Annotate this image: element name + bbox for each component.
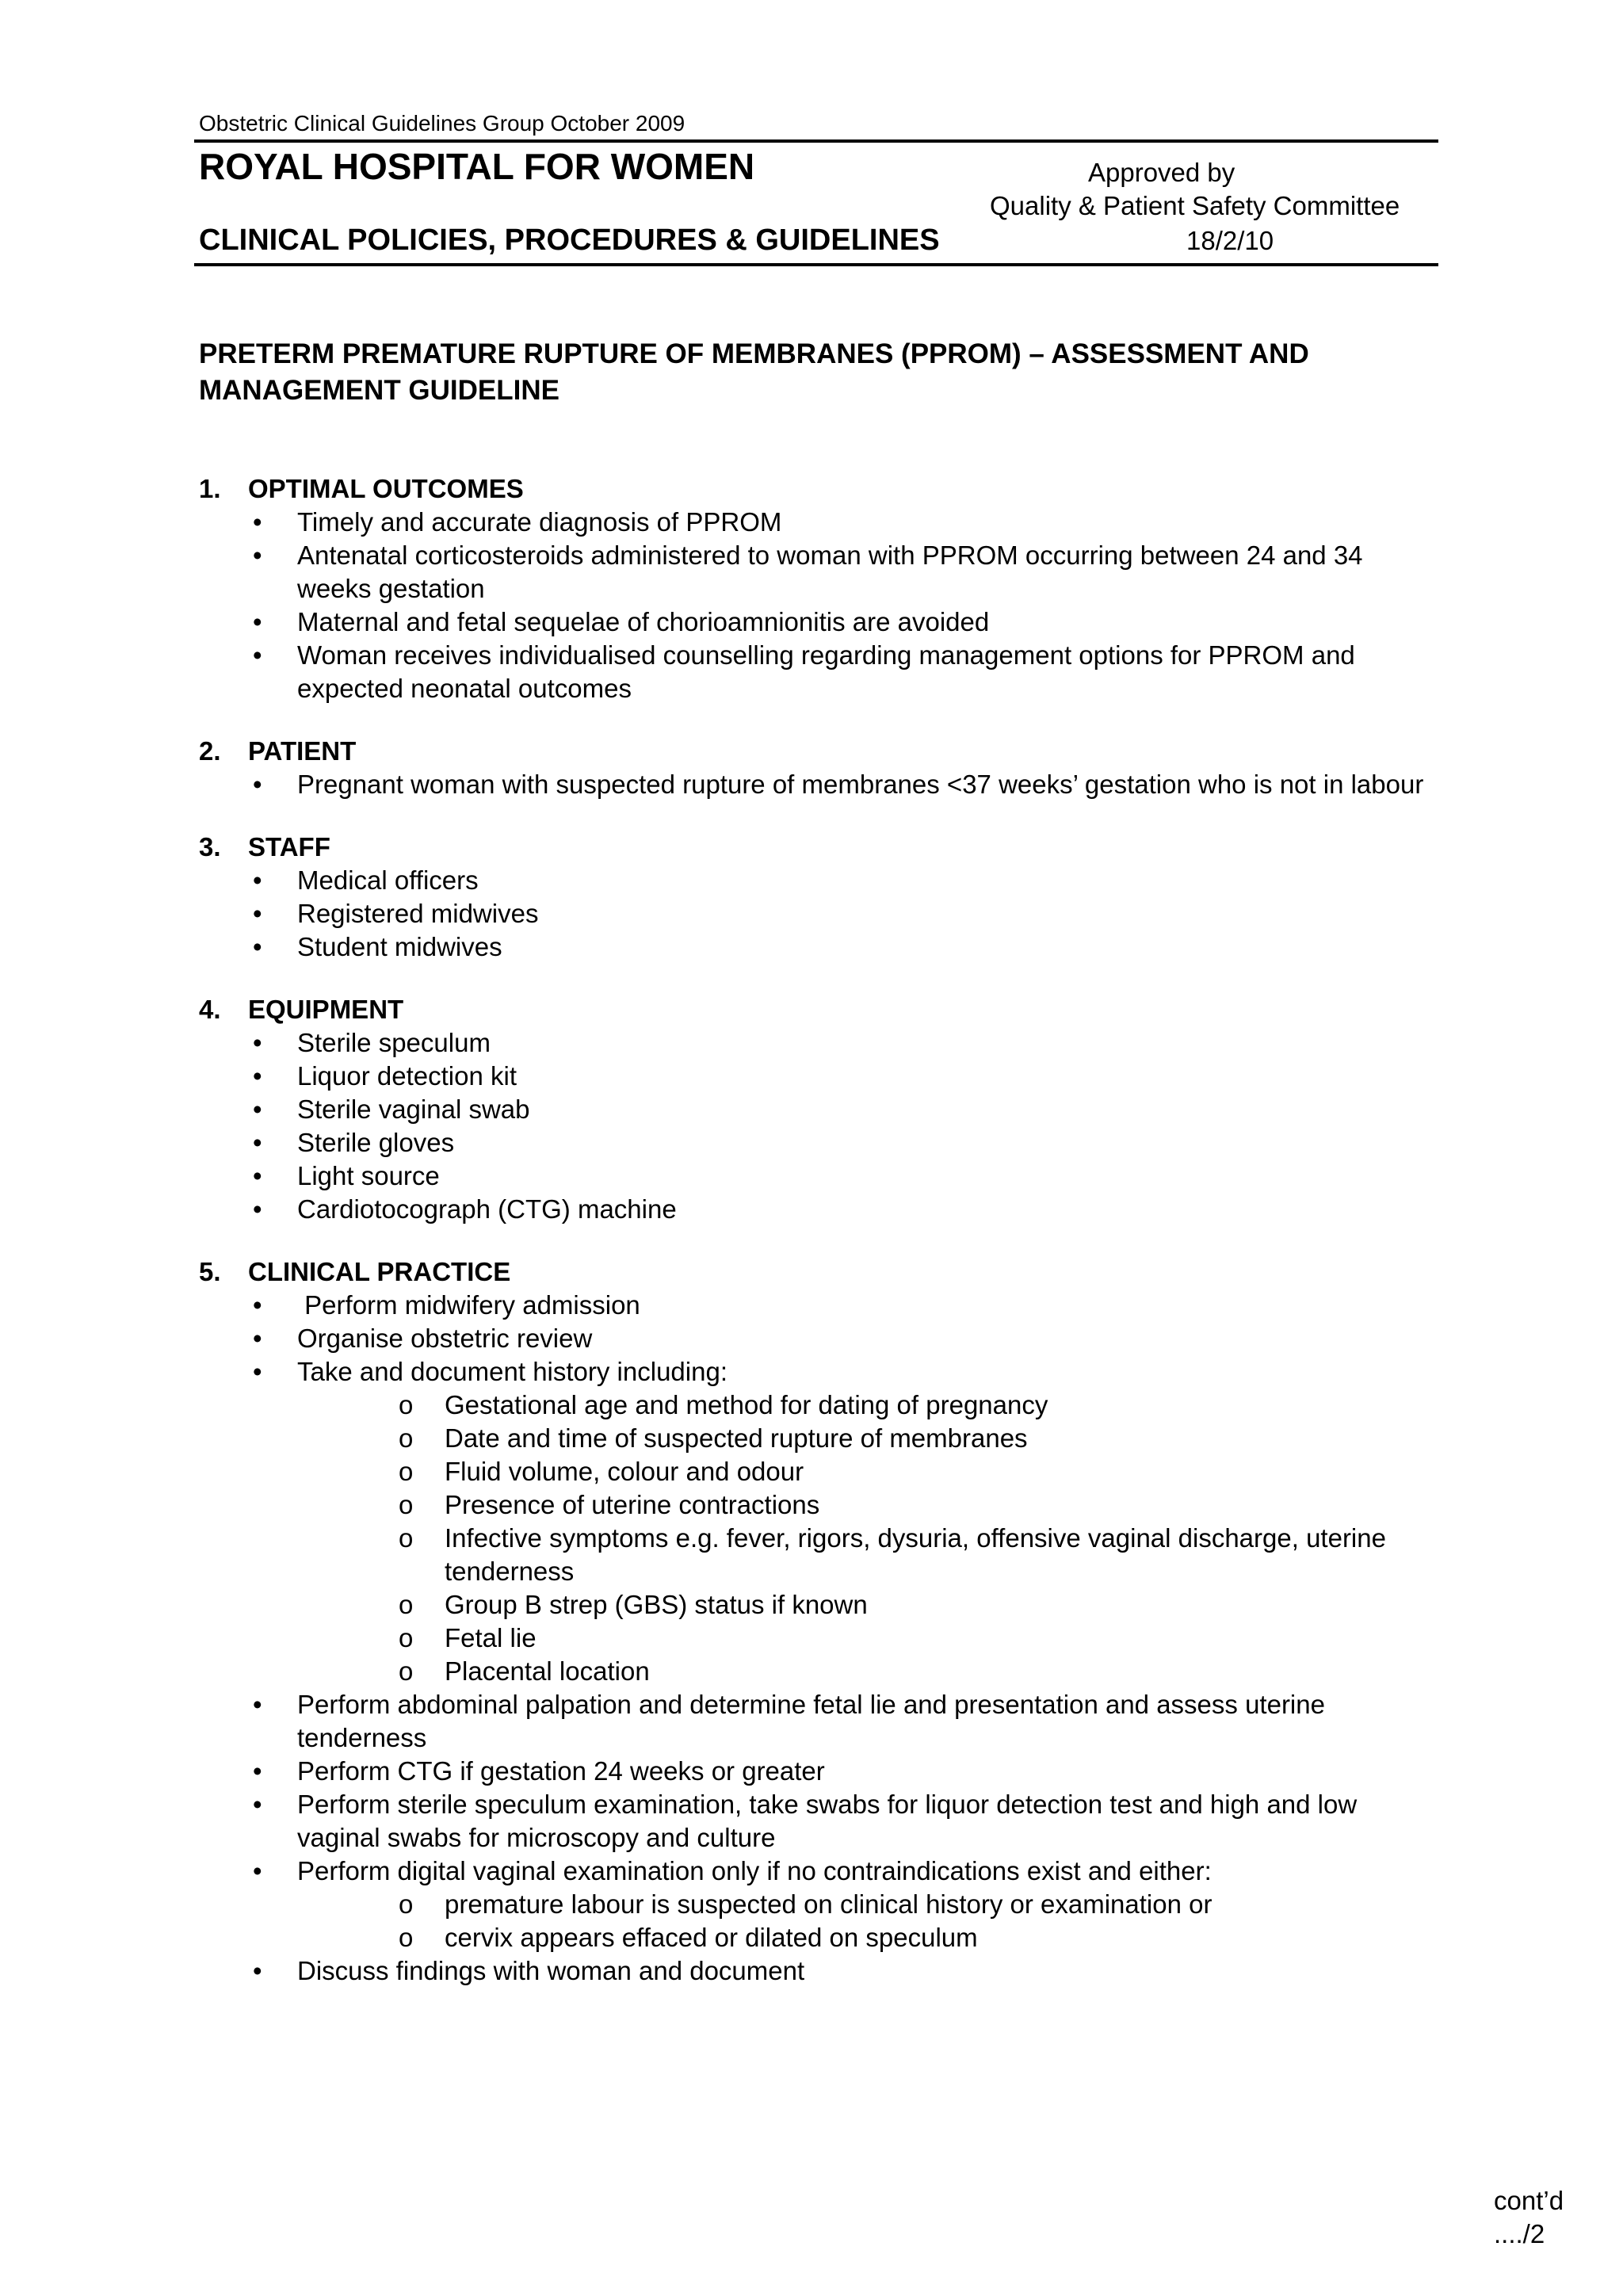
section-number: 2. <box>199 736 221 766</box>
policies-heading: CLINICAL POLICIES, PROCEDURES & GUIDELINES <box>199 223 940 257</box>
list-item: • Light source <box>199 1159 1438 1193</box>
list-item: • Medical officers <box>199 864 1438 897</box>
list-item: • Organise obstetric review <box>199 1322 1438 1355</box>
list-item: • Pregnant woman with suspected rupture of membranes <37 weeks’ gestation who is not in labour <box>199 768 1438 801</box>
sections <box>199 472 1438 2017</box>
list-item: • Perform abdominal palpation and determine fetal lie and presentation and assess uterine tenderness <box>199 1688 1438 1755</box>
document-title: PRETERM PREMATURE RUPTURE OF MEMBRANES (PPROM) – ASSESSMENT AND MANAGEMENT GUIDELINE <box>199 338 1309 406</box>
section-title: OPTIMAL OUTCOMES <box>248 474 524 503</box>
section-number: 4. <box>199 995 221 1024</box>
bullet-list <box>199 768 1438 801</box>
section-clinical-practice <box>199 1255 1438 1988</box>
section-title: EQUIPMENT <box>248 995 404 1024</box>
section-heading <box>199 472 1438 506</box>
section-equipment <box>199 993 1438 1226</box>
approval-date: 18/2/10 <box>1186 226 1274 255</box>
sub-list-item: o premature labour is suspected on clinical history or examination or <box>199 1888 1438 1921</box>
sub-list-item: o Fetal lie <box>199 1622 1438 1655</box>
list-item: • Sterile vaginal swab <box>199 1093 1438 1126</box>
approval-committee: Quality & Patient Safety Committee <box>990 191 1400 220</box>
list-item: • Timely and accurate diagnosis of PPROM <box>199 506 1438 539</box>
sub-list-item: o Placental location <box>199 1655 1438 1688</box>
section-optimal-outcomes <box>199 472 1438 705</box>
sub-list-item: o cervix appears effaced or dilated on speculum <box>199 1921 1438 1954</box>
list-item: • Student midwives <box>199 930 1438 964</box>
list-item: • Liquor detection kit <box>199 1060 1438 1093</box>
list-item: • Perform CTG if gestation 24 weeks or greater <box>199 1755 1438 1788</box>
section-heading <box>199 735 1438 768</box>
sub-list-item: o Fluid volume, colour and odour <box>199 1455 1438 1488</box>
approved-by: Approved by <box>1088 158 1235 187</box>
section-title: CLINICAL PRACTICE <box>248 1257 511 1286</box>
section-heading <box>199 1255 1438 1289</box>
bullet-list <box>199 1026 1438 1226</box>
section-number: 3. <box>199 832 221 861</box>
hospital-name: ROYAL HOSPITAL FOR WOMEN <box>199 146 755 187</box>
continued-note: cont’d ..../2 <box>1494 2186 1564 2248</box>
sub-list-item: o Date and time of suspected rupture of membranes <box>199 1422 1438 1455</box>
list-item: • Discuss findings with woman and document <box>199 1954 1438 1988</box>
section-number: 1. <box>199 474 221 503</box>
list-item: • Cardiotocograph (CTG) machine <box>199 1193 1438 1226</box>
list-item: • Sterile speculum <box>199 1026 1438 1060</box>
list-item-text: Perform midwifery admission <box>304 1290 640 1320</box>
list-item: • Take and document history including: <box>199 1355 1438 1389</box>
sub-list-item: o Gestational age and method for dating of pregnancy <box>199 1389 1438 1422</box>
list-item: • Woman receives individualised counselling regarding management options for PPROM and expected neonatal outcomes <box>199 639 1438 705</box>
sub-list-item: o Presence of uterine contractions <box>199 1488 1438 1522</box>
list-item: • Sterile gloves <box>199 1126 1438 1159</box>
section-staff <box>199 831 1438 964</box>
list-item: • Antenatal corticosteroids administered to woman with PPROM occurring between 24 and 34 weeks gestation <box>199 539 1438 606</box>
list-item: • Perform digital vaginal examination only if no contraindications exist and either: <box>199 1855 1438 1888</box>
list-item: • Registered midwives <box>199 897 1438 930</box>
group-line: Obstetric Clinical Guidelines Group October 2009 <box>199 111 685 136</box>
bullet-list <box>199 506 1438 705</box>
sub-list-item: o Infective symptoms e.g. fever, rigors, dysuria, offensive vaginal discharge, uterine tenderness <box>199 1522 1438 1588</box>
bullet-list <box>199 864 1438 964</box>
section-heading <box>199 993 1438 1026</box>
section-title: PATIENT <box>248 736 357 766</box>
section-patient <box>199 735 1438 801</box>
section-heading <box>199 831 1438 864</box>
bullet-list <box>199 1289 1438 1988</box>
list-item: • Maternal and fetal sequelae of chorioamnionitis are avoided <box>199 606 1438 639</box>
header-rule-bottom <box>194 263 1438 266</box>
list-item: • Perform sterile speculum examination, take swabs for liquor detection test and high and low vaginal swabs for microscopy and culture <box>199 1788 1438 1855</box>
sub-list-item: o Group B strep (GBS) status if known <box>199 1588 1438 1622</box>
section-number: 5. <box>199 1257 221 1286</box>
list-item <box>199 1289 1438 1322</box>
section-title: STAFF <box>248 832 330 861</box>
